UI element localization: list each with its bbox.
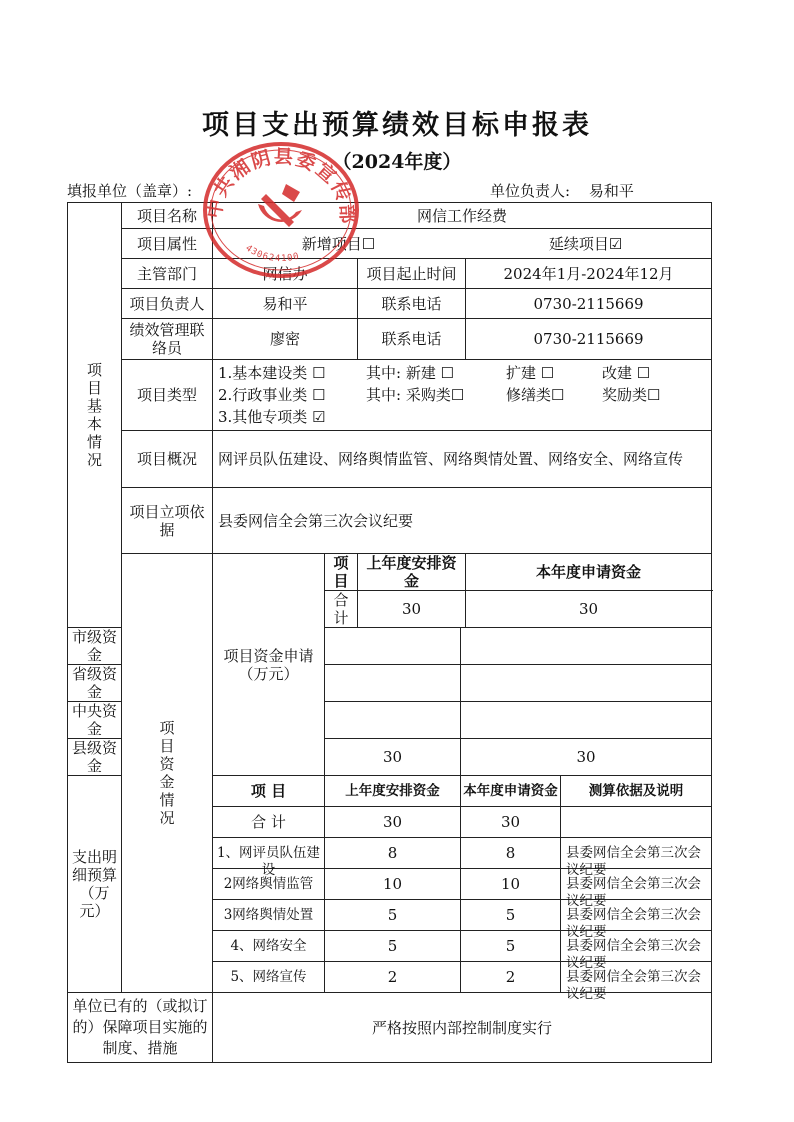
row-project-attr <box>68 229 712 259</box>
filler-unit-label: 填报单位（盖章）: <box>67 182 193 200</box>
type-opt-new: 其中: 新建 ☐ <box>366 364 455 382</box>
row-dept <box>68 259 712 289</box>
contact-label: 绩效管理联络员 <box>122 319 213 360</box>
type-row-1 <box>218 362 709 384</box>
detail-basis: 县委网信全会第三次会议纪要 <box>561 900 712 931</box>
detail-curr: 8 <box>461 838 561 869</box>
detail-name: 合 计 <box>213 807 325 838</box>
phone2-value: 0730-2115669 <box>466 319 712 360</box>
apply-name: 县级资金 <box>68 739 122 776</box>
funds-section-label: 项 目 资 金 情 况 <box>122 554 213 993</box>
detail-basis: 县委网信全会第三次会议纪要 <box>561 962 712 993</box>
page-title: 项目支出预算绩效目标申报表 <box>202 110 592 141</box>
contact-value: 廖密 <box>213 319 358 360</box>
type-opt-rebuild: 改建 ☐ <box>602 364 651 382</box>
apply-prev <box>325 665 461 702</box>
phone-label: 联系电话 <box>358 289 466 319</box>
detail-basis: 县委网信全会第三次会议纪要 <box>561 838 712 869</box>
type-opt-expand: 扩建 ☐ <box>506 364 555 382</box>
detail-curr: 5 <box>461 900 561 931</box>
detail-curr: 10 <box>461 869 561 900</box>
detail-basis <box>561 807 712 838</box>
type-row-2 <box>218 384 709 406</box>
apply-name: 合 计 <box>325 591 358 628</box>
project-name-value: 网信工作经费 <box>213 203 712 229</box>
row-head <box>68 289 712 319</box>
apply-name: 市级资金 <box>68 628 122 665</box>
attr-new-checkbox: 新增项目☐ <box>301 234 376 253</box>
type-opt-reward: 奖励类☐ <box>602 386 661 404</box>
type-opt-special: 3.其他专项类 ☑ <box>218 408 326 426</box>
row-contact <box>68 319 712 360</box>
detail-header-item: 项 目 <box>213 776 325 807</box>
apply-curr <box>461 702 712 739</box>
system-value: 严格按照内部控制制度实行 <box>213 993 712 1063</box>
apply-header-prev: 上年度安排资金 <box>358 554 466 591</box>
type-row-3 <box>218 406 709 428</box>
row-overview <box>68 431 712 488</box>
head-label: 项目负责人 <box>122 289 213 319</box>
detail-prev: 8 <box>325 838 461 869</box>
type-label: 项目类型 <box>122 360 213 431</box>
basis-label: 项目立项依据 <box>122 488 213 554</box>
head-value: 易和平 <box>213 289 358 319</box>
type-options <box>213 360 712 431</box>
detail-name: 4、网络安全 <box>213 931 325 962</box>
detail-curr: 2 <box>461 962 561 993</box>
project-attr-label: 项目属性 <box>122 229 213 259</box>
unit-leader-label: 单位负责人: <box>490 182 571 200</box>
detail-name: 3网络舆情处置 <box>213 900 325 931</box>
period-value: 2024年1月-2024年12月 <box>466 259 712 289</box>
row-apply-header <box>68 554 712 591</box>
apply-prev <box>325 628 461 665</box>
attr-continue-checkbox: 延续项目☑ <box>548 234 623 253</box>
unit-leader <box>490 180 634 201</box>
detail-name: 5、网络宣传 <box>213 962 325 993</box>
project-name-label: 项目名称 <box>122 203 213 229</box>
apply-curr: 30 <box>466 591 712 628</box>
dept-label: 主管部门 <box>122 259 213 289</box>
year-subtitle: （2024年度） <box>332 151 462 173</box>
detail-prev: 5 <box>325 900 461 931</box>
detail-label: 支出明细预算（万元） <box>68 776 122 993</box>
seal-text: 中共湘阴县委宣传部 <box>203 145 359 226</box>
dept-value: 网信办 <box>213 259 358 289</box>
detail-header-curr: 本年度申请资金 <box>461 776 561 807</box>
type-opt-admin: 2.行政事业类 ☐ <box>218 386 326 404</box>
apply-name: 中央资金 <box>68 702 122 739</box>
row-project-name <box>68 203 712 229</box>
apply-header-item: 项 目 <box>325 554 358 591</box>
detail-prev: 10 <box>325 869 461 900</box>
basis-value: 县委网信全会第三次会议纪要 <box>213 488 712 554</box>
type-opt-capital: 1.基本建设类 ☐ <box>218 364 326 382</box>
apply-prev: 30 <box>358 591 466 628</box>
overview-value: 网评员队伍建设、网络舆情监管、网络舆情处置、网络安全、网络宣传 <box>213 431 712 488</box>
seal-number: 430624100 <box>243 243 302 265</box>
detail-curr: 30 <box>461 807 561 838</box>
basic-section-label: 项 目 基 本 情 况 <box>68 203 122 628</box>
row-system <box>68 993 712 1063</box>
apply-curr: 30 <box>461 739 712 776</box>
detail-basis: 县委网信全会第三次会议纪要 <box>561 931 712 962</box>
row-basis <box>68 488 712 554</box>
detail-prev: 30 <box>325 807 461 838</box>
phone2-label: 联系电话 <box>358 319 466 360</box>
system-label: 单位已有的（或拟订的）保障项目实施的制度、措施 <box>68 993 213 1063</box>
apply-header-curr: 本年度申请资金 <box>466 554 712 591</box>
detail-basis: 县委网信全会第三次会议纪要 <box>561 869 712 900</box>
row-type <box>68 360 712 431</box>
detail-name: 1、网评员队伍建设 <box>213 838 325 869</box>
detail-name: 2网络舆情监管 <box>213 869 325 900</box>
detail-header-basis: 测算依据及说明 <box>561 776 712 807</box>
apply-curr <box>461 628 712 665</box>
apply-prev: 30 <box>325 739 461 776</box>
unit-leader-name: 易和平 <box>588 182 634 200</box>
detail-header-prev: 上年度安排资金 <box>325 776 461 807</box>
apply-label: 项目资金申请（万元） <box>213 554 325 776</box>
apply-curr <box>461 665 712 702</box>
period-label: 项目起止时间 <box>358 259 466 289</box>
type-opt-repair: 修缮类☐ <box>506 386 565 404</box>
project-attr-options <box>213 229 712 259</box>
apply-prev <box>325 702 461 739</box>
apply-name: 省级资金 <box>68 665 122 702</box>
detail-curr: 5 <box>461 931 561 962</box>
overview-label: 项目概况 <box>122 431 213 488</box>
detail-prev: 2 <box>325 962 461 993</box>
type-opt-purchase: 其中: 采购类☐ <box>366 386 465 404</box>
budget-table <box>67 202 712 1063</box>
detail-prev: 5 <box>325 931 461 962</box>
phone-value: 0730-2115669 <box>466 289 712 319</box>
